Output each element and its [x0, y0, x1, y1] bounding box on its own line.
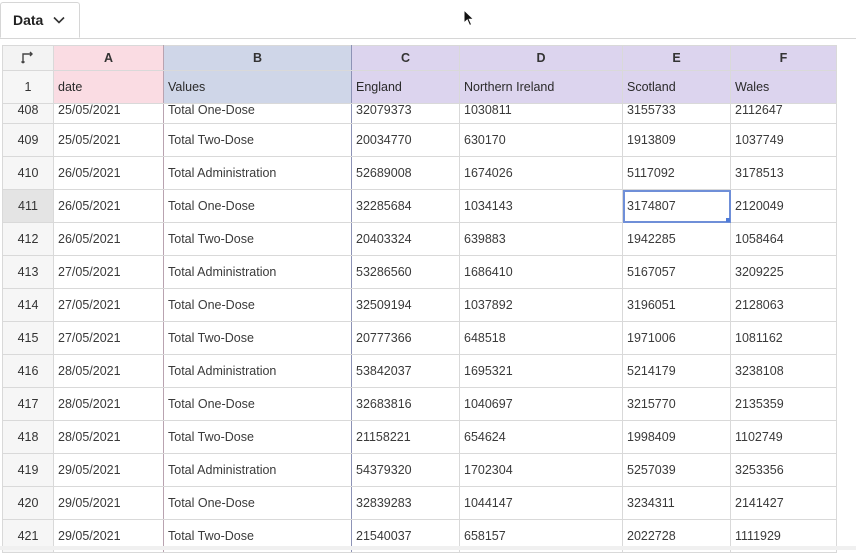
field-cell[interactable]: England: [352, 71, 460, 104]
field-cell[interactable]: date: [54, 71, 164, 104]
row-number[interactable]: 417: [3, 388, 54, 421]
row-number[interactable]: 420: [3, 487, 54, 520]
table-cell[interactable]: 28/05/2021: [54, 388, 164, 421]
table-cell[interactable]: 1686410: [460, 256, 623, 289]
column-header-c[interactable]: C: [352, 46, 460, 71]
column-header-f[interactable]: F: [731, 46, 837, 71]
table-cell[interactable]: 1674026: [460, 157, 623, 190]
table-cell[interactable]: 1034143: [460, 190, 623, 223]
table-row: [3, 124, 837, 157]
spreadsheet-grid: [2, 45, 837, 553]
table-cell[interactable]: 2128063: [731, 289, 837, 322]
table-row: [3, 487, 837, 520]
table-row: [3, 355, 837, 388]
table-cell[interactable]: 27/05/2021: [54, 322, 164, 355]
table-cell[interactable]: 27/05/2021: [54, 256, 164, 289]
table-cell[interactable]: 29/05/2021: [54, 520, 164, 553]
row-number[interactable]: 408: [3, 104, 54, 124]
table-cell[interactable]: 3155733: [623, 104, 731, 124]
table-cell[interactable]: 27/05/2021: [54, 289, 164, 322]
table-cell[interactable]: Total Two-Dose: [164, 124, 352, 157]
table-cell[interactable]: 639883: [460, 223, 623, 256]
table-cell[interactable]: 20403324: [352, 223, 460, 256]
transpose-icon: [21, 50, 35, 64]
table-cell[interactable]: 3178513: [731, 157, 837, 190]
mouse-pointer-icon: [463, 9, 475, 32]
table-cell[interactable]: 1081162: [731, 322, 837, 355]
table-cell[interactable]: 32285684: [352, 190, 460, 223]
table-cell[interactable]: 21540037: [352, 520, 460, 553]
table-cell[interactable]: 28/05/2021: [54, 421, 164, 454]
table-cell[interactable]: Total One-Dose: [164, 289, 352, 322]
table-cell[interactable]: 26/05/2021: [54, 223, 164, 256]
table-row: [3, 388, 837, 421]
table-row: [3, 454, 837, 487]
table-cell[interactable]: 1111929: [731, 520, 837, 553]
table-cell[interactable]: Total One-Dose: [164, 388, 352, 421]
table-cell[interactable]: 5167057: [623, 256, 731, 289]
table-row: [3, 256, 837, 289]
table-cell[interactable]: 25/05/2021: [54, 104, 164, 124]
table-row: [3, 223, 837, 256]
table-cell[interactable]: Total One-Dose: [164, 190, 352, 223]
column-header-row: [3, 46, 837, 71]
row-number[interactable]: 413: [3, 256, 54, 289]
table-cell[interactable]: 2112647: [731, 104, 837, 124]
field-name-row: [3, 71, 837, 104]
row-number[interactable]: 416: [3, 355, 54, 388]
row-number[interactable]: 414: [3, 289, 54, 322]
row-number[interactable]: 418: [3, 421, 54, 454]
table-cell[interactable]: 53842037: [352, 355, 460, 388]
row-number[interactable]: 411: [3, 190, 54, 223]
table-cell[interactable]: 1037749: [731, 124, 837, 157]
table-cell[interactable]: 29/05/2021: [54, 487, 164, 520]
field-cell[interactable]: Values: [164, 71, 352, 104]
field-cell[interactable]: Northern Ireland: [460, 71, 623, 104]
table-cell[interactable]: 20777366: [352, 322, 460, 355]
row-number[interactable]: 415: [3, 322, 54, 355]
row-number[interactable]: 412: [3, 223, 54, 256]
table-row: [3, 157, 837, 190]
table-cell[interactable]: 648518: [460, 322, 623, 355]
table-cell[interactable]: 1702304: [460, 454, 623, 487]
field-cell[interactable]: Wales: [731, 71, 837, 104]
table-cell[interactable]: 1913809: [623, 124, 731, 157]
table-cell[interactable]: 26/05/2021: [54, 190, 164, 223]
table-row: [3, 322, 837, 355]
table-cell[interactable]: 32079373: [352, 104, 460, 124]
table-cell[interactable]: 32683816: [352, 388, 460, 421]
table-row: [3, 190, 837, 223]
table-cell[interactable]: 5214179: [623, 355, 731, 388]
table-cell[interactable]: 658157: [460, 520, 623, 553]
table-cell[interactable]: 3238108: [731, 355, 837, 388]
row-number[interactable]: 421: [3, 520, 54, 553]
table-cell[interactable]: 1695321: [460, 355, 623, 388]
table-cell[interactable]: 3209225: [731, 256, 837, 289]
table-cell[interactable]: 28/05/2021: [54, 355, 164, 388]
selected-cell[interactable]: 3174807: [623, 190, 731, 223]
table-cell[interactable]: 1058464: [731, 223, 837, 256]
table-cell[interactable]: Total Administration: [164, 454, 352, 487]
table-cell[interactable]: Total Two-Dose: [164, 322, 352, 355]
fill-handle[interactable]: [726, 218, 731, 223]
table-cell[interactable]: 2135359: [731, 388, 837, 421]
table-cell[interactable]: 5117092: [623, 157, 731, 190]
sheet-tab-bar: [0, 0, 856, 39]
table-cell[interactable]: 32509194: [352, 289, 460, 322]
horizontal-scrollbar[interactable]: [0, 546, 856, 550]
table-cell[interactable]: Total One-Dose: [164, 487, 352, 520]
row-number[interactable]: 409: [3, 124, 54, 157]
table-cell[interactable]: 5257039: [623, 454, 731, 487]
column-header-e[interactable]: E: [623, 46, 731, 71]
table-cell[interactable]: 53286560: [352, 256, 460, 289]
table-cell[interactable]: 52689008: [352, 157, 460, 190]
table-row: [3, 104, 837, 124]
table-cell[interactable]: 26/05/2021: [54, 157, 164, 190]
sheet-tab-data[interactable]: [0, 2, 80, 38]
column-header-d[interactable]: D: [460, 46, 623, 71]
table-cell[interactable]: Total Two-Dose: [164, 223, 352, 256]
table-cell[interactable]: 1942285: [623, 223, 731, 256]
table-cell[interactable]: 1971006: [623, 322, 731, 355]
row-number[interactable]: 410: [3, 157, 54, 190]
table-cell[interactable]: 2141427: [731, 487, 837, 520]
column-header-b[interactable]: B: [164, 46, 352, 71]
table-cell[interactable]: 1040697: [460, 388, 623, 421]
select-all-corner[interactable]: [3, 46, 54, 71]
table-cell[interactable]: Total Administration: [164, 157, 352, 190]
table-row: [3, 421, 837, 454]
table-row: [3, 289, 837, 322]
table-cell[interactable]: 2022728: [623, 520, 731, 553]
table-cell[interactable]: 1102749: [731, 421, 837, 454]
table-cell[interactable]: 54379320: [352, 454, 460, 487]
table-cell[interactable]: 2120049: [731, 190, 837, 223]
row-number[interactable]: 1: [3, 71, 54, 104]
table-cell[interactable]: 3196051: [623, 289, 731, 322]
table-cell[interactable]: Total One-Dose: [164, 104, 352, 124]
table-cell[interactable]: Total Two-Dose: [164, 421, 352, 454]
table-cell[interactable]: 654624: [460, 421, 623, 454]
table-cell[interactable]: 1044147: [460, 487, 623, 520]
table-cell[interactable]: 25/05/2021: [54, 124, 164, 157]
table-cell[interactable]: 21158221: [352, 421, 460, 454]
table-cell[interactable]: 1037892: [460, 289, 623, 322]
table-cell[interactable]: Total Administration: [164, 355, 352, 388]
table-cell[interactable]: 20034770: [352, 124, 460, 157]
table-cell[interactable]: Total Two-Dose: [164, 520, 352, 553]
table-cell[interactable]: 3215770: [623, 388, 731, 421]
table-cell[interactable]: 3253356: [731, 454, 837, 487]
table-cell[interactable]: 1030811: [460, 104, 623, 124]
table-cell[interactable]: 32839283: [352, 487, 460, 520]
table-cell[interactable]: 1998409: [623, 421, 731, 454]
table-cell[interactable]: 630170: [460, 124, 623, 157]
chevron-down-icon[interactable]: [53, 16, 65, 24]
field-cell[interactable]: Scotland: [623, 71, 731, 104]
table-cell[interactable]: Total Administration: [164, 256, 352, 289]
column-header-a[interactable]: A: [54, 46, 164, 71]
table-cell[interactable]: 29/05/2021: [54, 454, 164, 487]
table-cell[interactable]: 3234311: [623, 487, 731, 520]
row-number[interactable]: 419: [3, 454, 54, 487]
sheet-tab-label: Data: [13, 12, 44, 28]
